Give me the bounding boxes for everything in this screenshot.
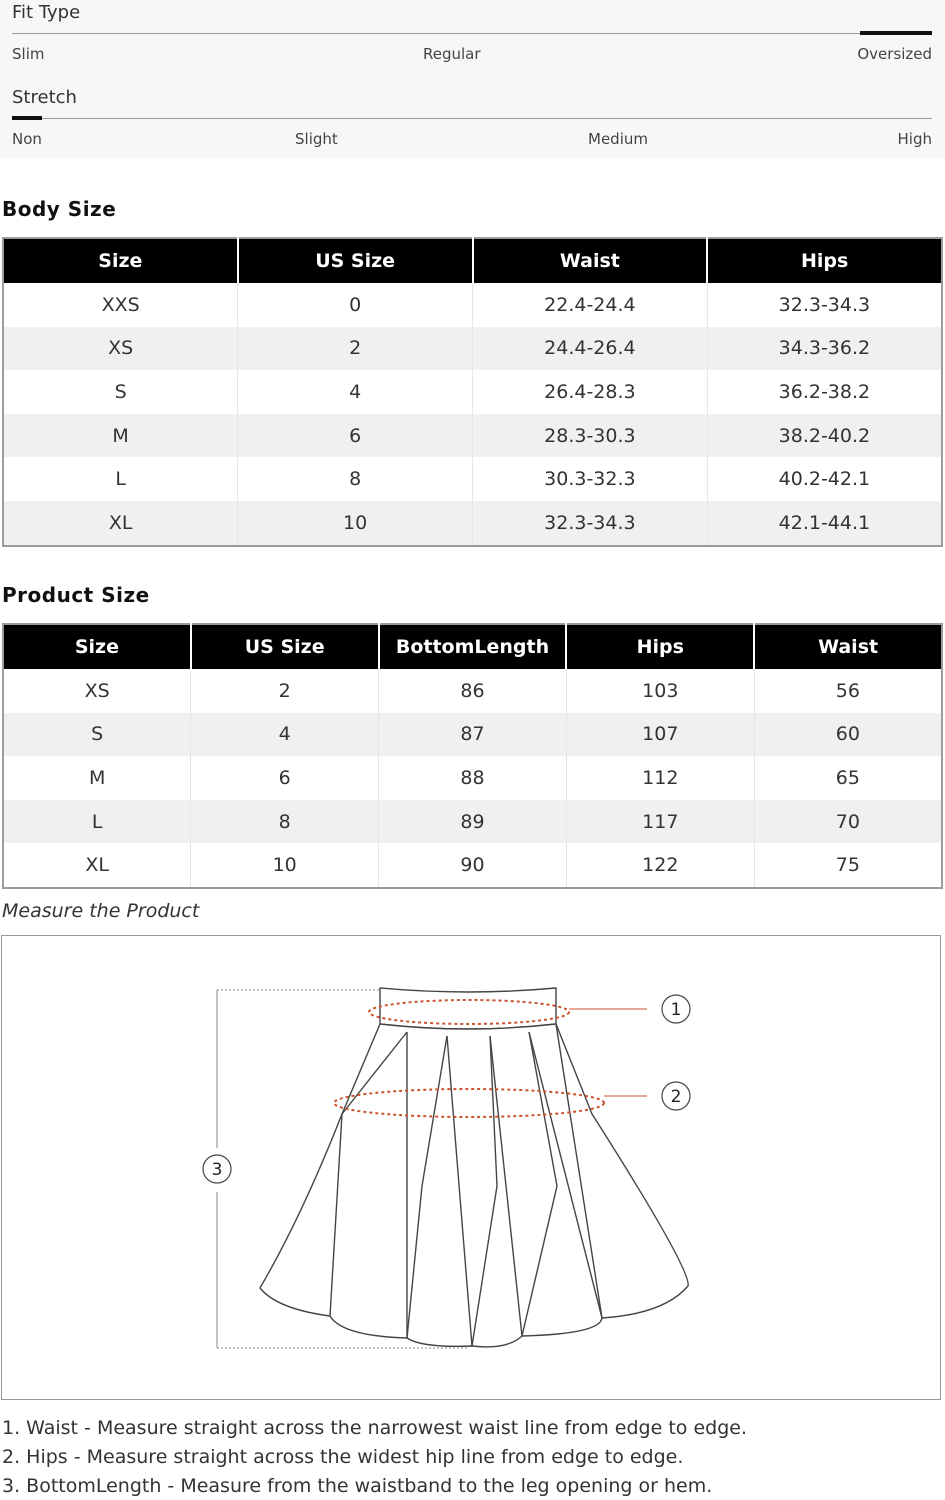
table-cell: 10 — [238, 501, 473, 546]
table-header-row — [3, 624, 942, 669]
table-cell: 8 — [191, 800, 379, 844]
marker-number: 2 — [670, 1087, 682, 1107]
table-cell: 6 — [238, 414, 473, 458]
table-cell: L — [115, 468, 126, 491]
fit-type-label-regular: Regular — [423, 45, 481, 63]
stretch-title: Stretch — [12, 87, 77, 108]
table-cell: M — [3, 414, 238, 458]
table-cell: 22.4-24.4 — [473, 283, 708, 327]
skirt-diagram-svg — [2, 936, 942, 1401]
skirt-waistband — [380, 988, 556, 1029]
table-cell: 26.4-28.3 — [473, 370, 708, 414]
product-size-table — [2, 623, 943, 889]
table-cell: XS — [3, 327, 238, 371]
column-header: Size — [3, 624, 191, 669]
fit-type-label-slim: Slim — [12, 45, 45, 63]
table-cell: L — [3, 800, 191, 844]
marker-hips — [662, 1082, 690, 1110]
table-cell: 87 — [379, 713, 567, 757]
table-cell: 28.3-30.3 — [473, 414, 708, 458]
table-cell: 36.2-38.2 — [707, 370, 942, 414]
measure-diagram — [1, 935, 941, 1400]
column-header: Waist — [473, 238, 708, 283]
measure-title: Measure the Product — [2, 900, 200, 922]
table-cell: 42.1-44.1 — [707, 501, 942, 546]
table-cell: 122 — [566, 843, 754, 888]
table-cell: 65 — [754, 756, 942, 800]
stretch-label-medium: Medium — [588, 130, 648, 148]
table-cell: 6 — [191, 756, 379, 800]
table-cell: 70 — [754, 800, 942, 844]
table-row — [3, 843, 942, 888]
table-cell: 60 — [754, 713, 942, 757]
table-cell: M — [88, 766, 106, 789]
skirt-body — [260, 1024, 688, 1347]
skirt-illustration — [260, 988, 688, 1347]
marker-waist — [662, 995, 690, 1023]
table-row — [3, 370, 942, 414]
table-cell: 10 — [191, 843, 379, 888]
stretch-label-slight: Slight — [295, 130, 338, 148]
table-cell: XXS — [101, 293, 140, 316]
stretch-scale-line — [12, 118, 932, 119]
table-cell: 34.3-36.2 — [707, 327, 942, 371]
product-size-title: Product Size — [2, 583, 150, 607]
column-header: Hips — [707, 238, 942, 283]
table-cell: 4 — [191, 713, 379, 757]
column-header: US Size — [238, 238, 473, 283]
table-cell: 117 — [566, 800, 754, 844]
table-header-row — [3, 238, 942, 283]
table-cell: 89 — [379, 800, 567, 844]
table-cell: 90 — [379, 843, 567, 888]
column-header: Waist — [754, 624, 942, 669]
table-cell: 103 — [566, 669, 754, 713]
body-size-title: Body Size — [2, 197, 117, 221]
stretch-indicator — [12, 116, 42, 120]
table-cell: 0 — [238, 283, 473, 327]
marker-number: 3 — [211, 1160, 223, 1180]
table-row — [3, 414, 942, 458]
table-row — [3, 800, 942, 844]
table-cell: 40.2-42.1 — [707, 457, 942, 501]
table-cell: 8 — [238, 457, 473, 501]
stretch-label-non: Non — [12, 130, 42, 148]
table-cell: 2 — [191, 669, 379, 713]
table-cell: XL — [3, 501, 238, 546]
table-cell: S — [114, 380, 127, 403]
table-cell: 112 — [566, 756, 754, 800]
column-header: Hips — [566, 624, 754, 669]
table-cell: 32.3-34.3 — [707, 283, 942, 327]
table-cell: S — [3, 713, 191, 757]
table-cell: 56 — [754, 669, 942, 713]
table-row — [3, 327, 942, 371]
fit-stretch-panel — [0, 0, 945, 158]
fit-type-scale-line — [12, 33, 932, 34]
column-header: US Size — [191, 624, 379, 669]
table-row — [3, 283, 942, 327]
measure-note-hips: 2. Hips - Measure straight across the widest hip line from edge to edge. — [2, 1446, 684, 1468]
fit-type-indicator — [860, 31, 932, 35]
marker-number: 1 — [670, 1000, 682, 1020]
fit-type-label-oversized: Oversized — [857, 45, 932, 63]
measure-note-waist: 1. Waist - Measure straight across the narrowest waist line from edge to edge. — [2, 1417, 747, 1439]
table-row — [3, 457, 942, 501]
table-cell: 24.4-26.4 — [473, 327, 708, 371]
measure-note-length: 3. BottomLength - Measure from the waistband to the leg opening or hem. — [2, 1475, 713, 1497]
table-row — [3, 713, 942, 757]
table-row — [3, 756, 942, 800]
table-cell: 75 — [754, 843, 942, 888]
table-cell: 30.3-32.3 — [473, 457, 708, 501]
table-cell: 107 — [566, 713, 754, 757]
table-cell: 88 — [379, 756, 567, 800]
table-cell: 2 — [238, 327, 473, 371]
table-cell: 4 — [238, 370, 473, 414]
body-size-table — [2, 237, 943, 547]
stretch-label-high: High — [897, 130, 932, 148]
table-cell: XL — [85, 854, 109, 877]
table-row — [3, 501, 942, 546]
marker-length — [203, 1155, 231, 1183]
table-row — [3, 669, 942, 713]
table-cell: 32.3-34.3 — [473, 501, 708, 546]
table-cell: 86 — [379, 669, 567, 713]
column-header: Size — [3, 238, 238, 283]
table-cell: XS — [84, 679, 110, 702]
table-cell: 38.2-40.2 — [707, 414, 942, 458]
fit-type-title: Fit Type — [12, 2, 81, 23]
column-header: BottomLength — [379, 624, 567, 669]
